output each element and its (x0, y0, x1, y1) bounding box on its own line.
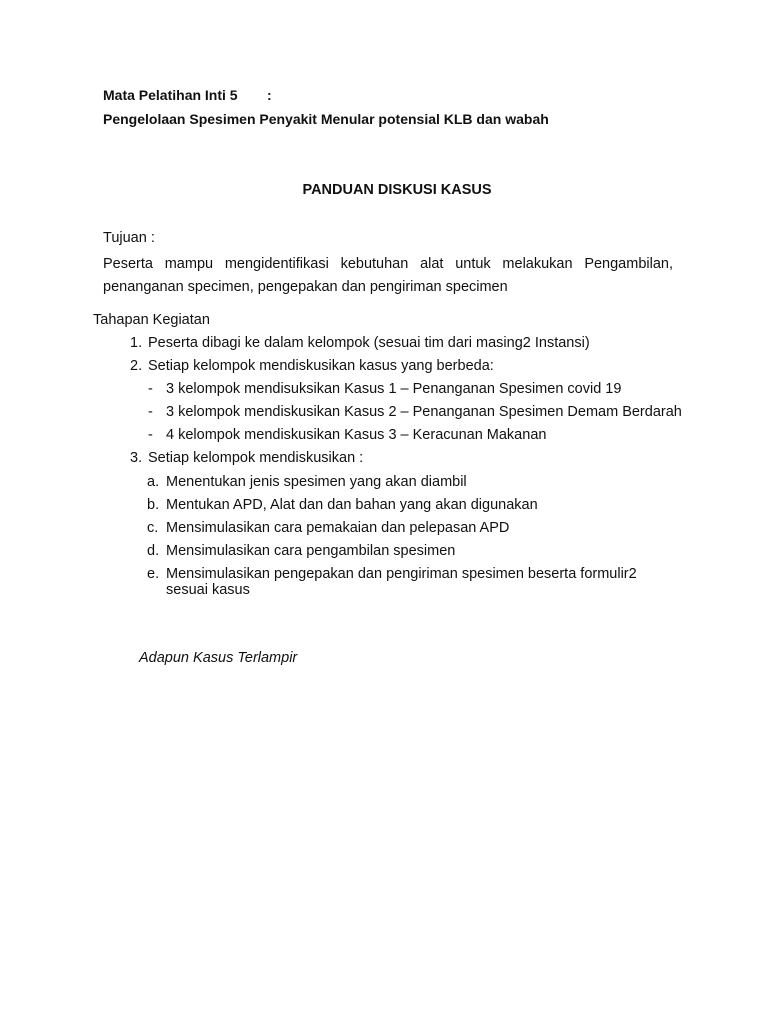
group-text: 4 kelompok mendiskusikan Kasus 3 – Keracunan Makanan (166, 427, 547, 443)
alpha-marker: d. (147, 543, 160, 559)
task-text: Mensimulasikan pengepakan dan pengiriman spesimen beserta formulir2 sesuai kasus (166, 566, 637, 598)
alpha-marker: a. (147, 474, 160, 490)
task-text: Menentukan jenis spesimen yang akan diambil (166, 474, 467, 490)
list-text: Setiap kelompok mendiskusikan kasus yang berbeda: (148, 358, 494, 374)
alpha-marker: c. (147, 520, 159, 536)
list-number: 2. (130, 358, 143, 374)
alpha-marker: b. (147, 497, 160, 513)
dash-marker: - (148, 404, 153, 420)
objective-text: Peserta mampu mengidentifikasi kebutuhan alat untuk melakukan Pengambilan, penanganan specimen, pengepakan dan pengiriman specimen (103, 256, 673, 295)
task-text: Mentukan APD, Alat dan dan bahan yang akan digunakan (166, 497, 538, 513)
list-text: Peserta dibagi ke dalam kelompok (sesuai tim dari masing2 Instansi) (148, 335, 590, 351)
group-text: 3 kelompok mendisuksikan Kasus 1 – Penanganan Spesimen covid 19 (166, 381, 622, 397)
alpha-marker: e. (147, 566, 160, 582)
course-header (103, 87, 272, 104)
dash-marker: - (148, 427, 153, 443)
objective-label: Tujuan : (103, 230, 155, 246)
group-text: 3 kelompok mendiskusikan Kasus 2 – Penanganan Spesimen Demam Berdarah (166, 404, 682, 420)
list-number: 1. (130, 335, 143, 351)
closing-note: Adapun Kasus Terlampir (139, 650, 298, 666)
course-colon: : (267, 87, 272, 103)
course-title: Pengelolaan Spesimen Penyakit Menular potensial KLB dan wabah (103, 111, 549, 127)
stages-label: Tahapan Kegiatan (93, 312, 210, 328)
page-title: PANDUAN DISKUSI KASUS (302, 182, 492, 198)
list-number: 3. (130, 450, 143, 466)
task-text: Mensimulasikan cara pengambilan spesimen (166, 543, 456, 559)
dash-marker: - (148, 381, 153, 397)
list-text: Setiap kelompok mendiskusikan : (148, 450, 364, 466)
task-text: Mensimulasikan cara pemakaian dan pelepasan APD (166, 520, 510, 536)
course-label: Mata Pelatihan Inti 5 (103, 87, 238, 103)
